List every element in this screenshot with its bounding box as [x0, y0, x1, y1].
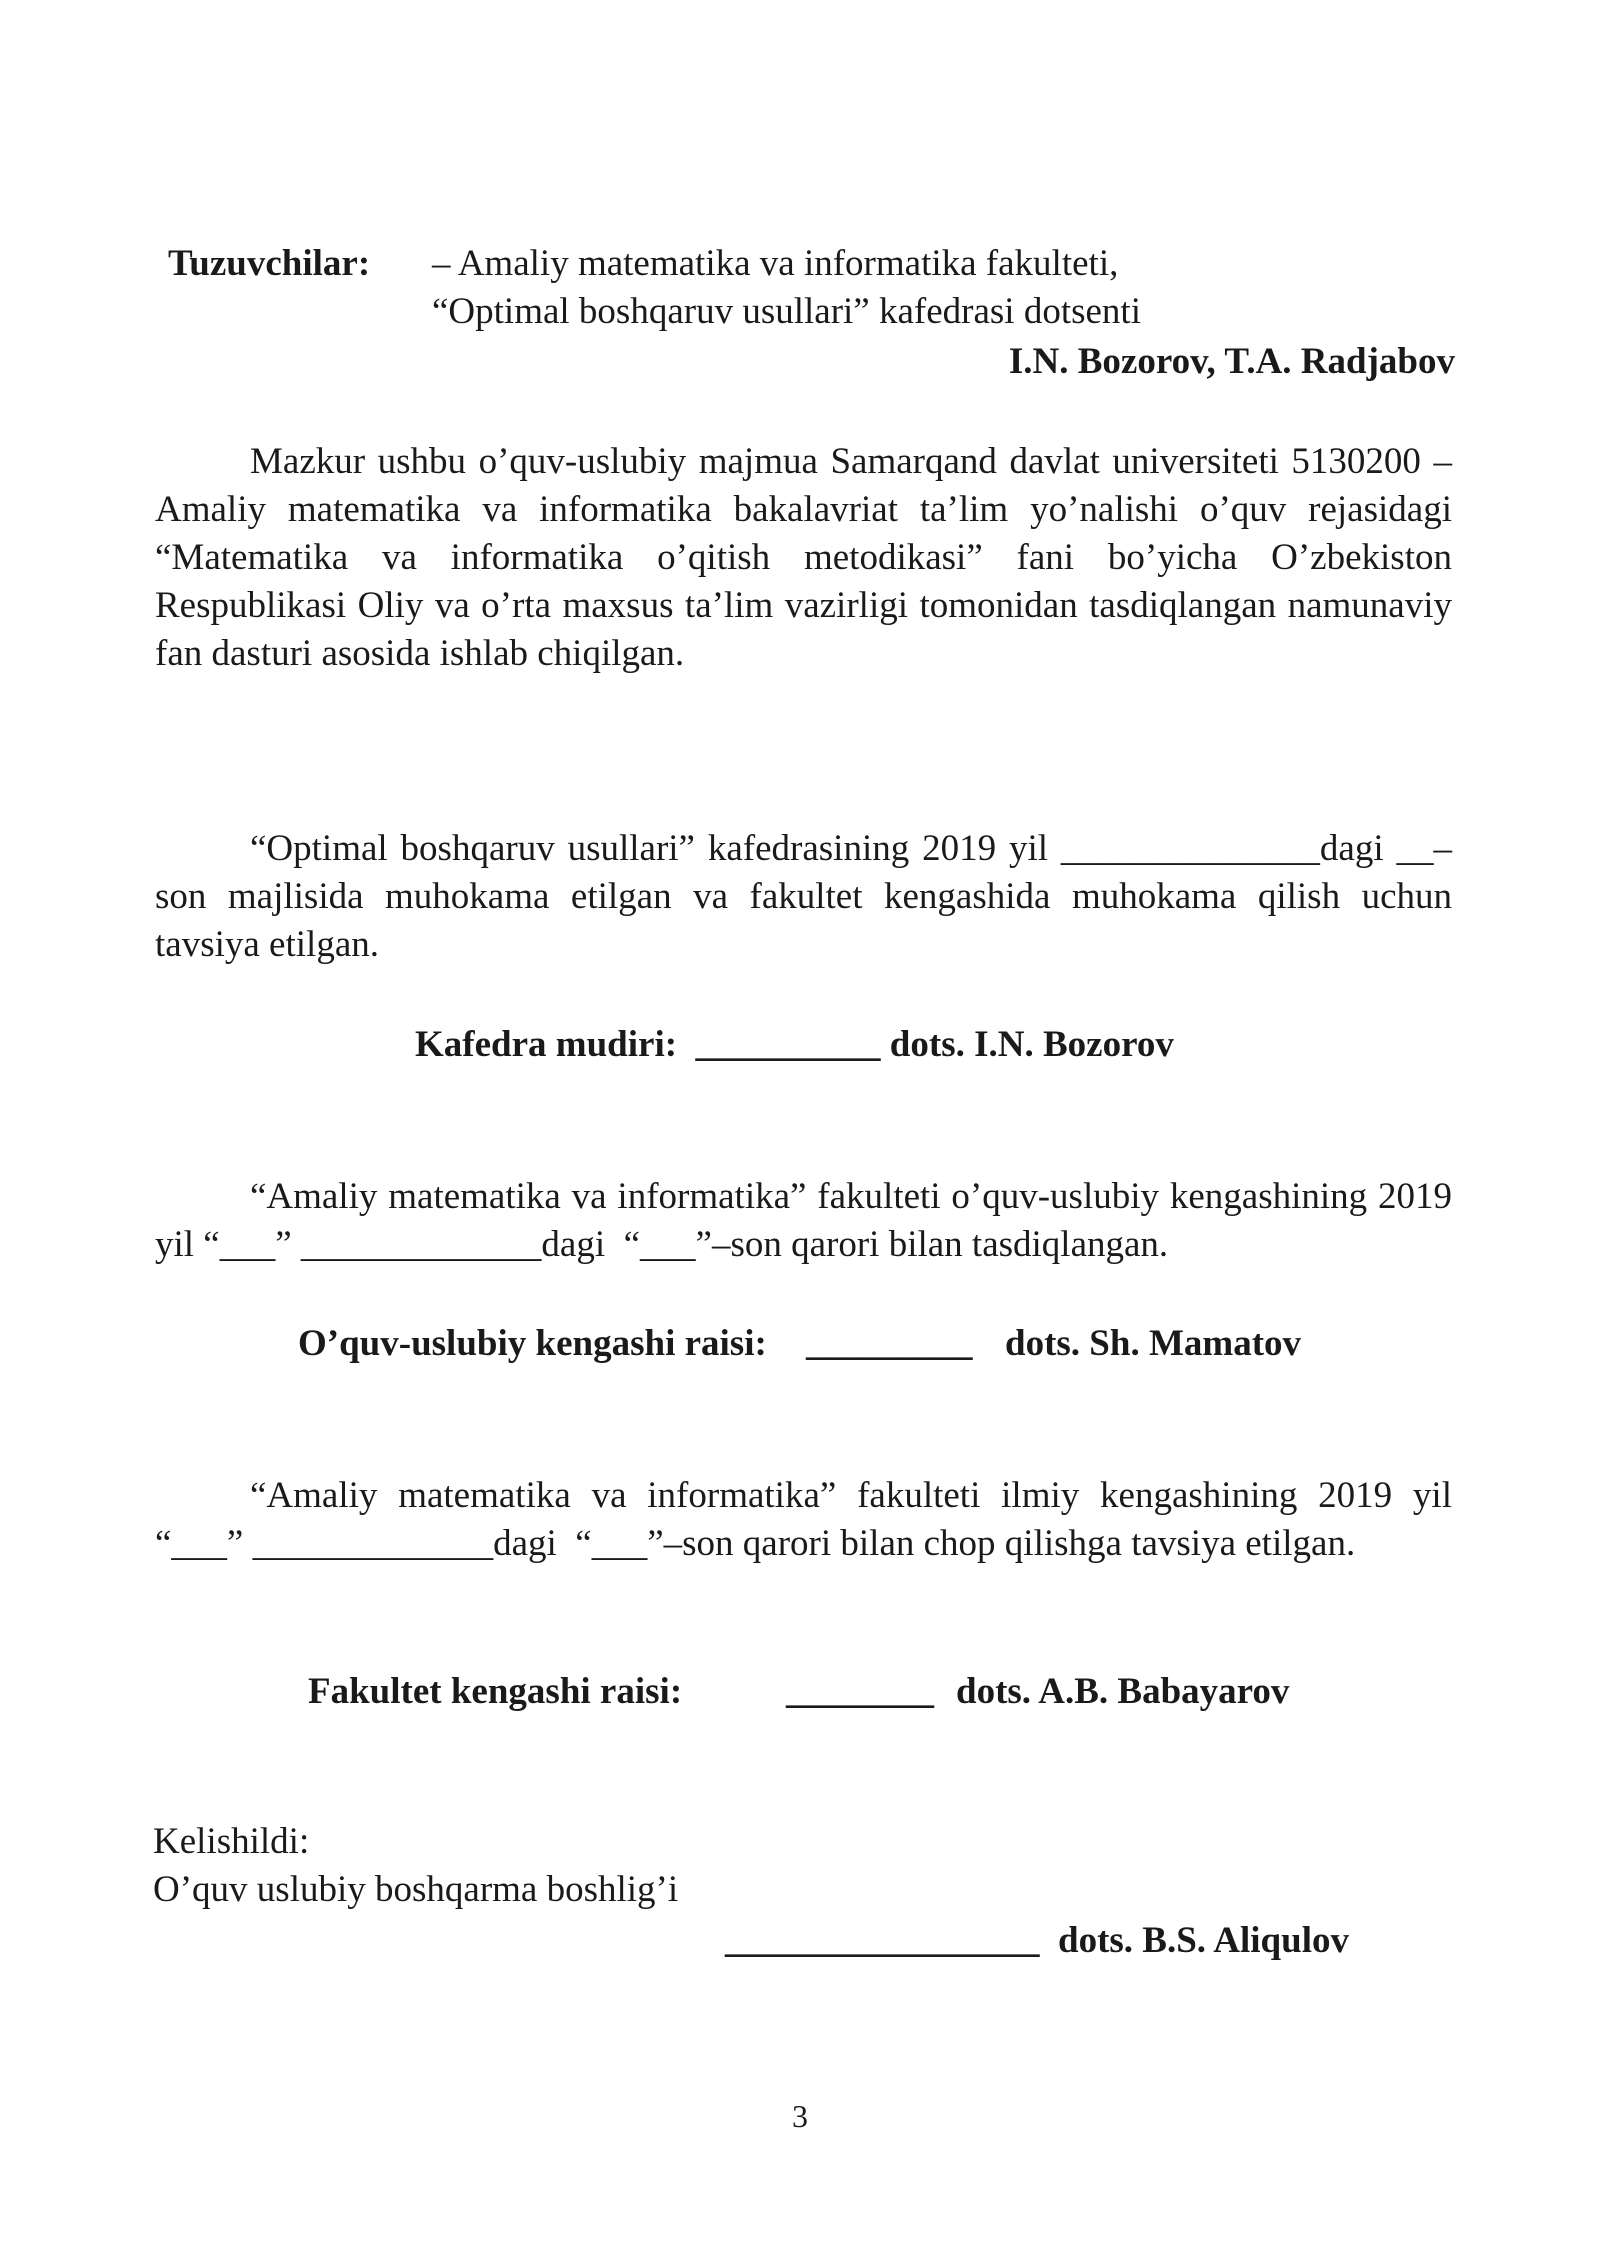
department-line: “Optimal boshqaruv usullari” kafedrasining 2019 yil ______________dagi __–	[250, 828, 1452, 869]
agreed-signature-line: _________________	[725, 1920, 1040, 1961]
department-paragraph	[155, 825, 1452, 969]
intro-line: fan dasturi asosida ishlab chiqilgan.	[155, 633, 685, 674]
faculty-council-chair-label: Fakultet kengashi raisi:	[308, 1671, 683, 1712]
intro-paragraph	[155, 438, 1452, 678]
agreed-position: O’quv uslubiy boshqarma boshlig’i	[153, 1869, 679, 1910]
authors-affiliation-line1: – Amaliy matematika va informatika fakulteti,	[432, 243, 1119, 284]
methodical-council-signature-line: _________	[806, 1323, 973, 1364]
methodical-council-chair-label: O’quv-uslubiy kengashi raisi:	[298, 1323, 767, 1364]
scientific-council-line: “___” _____________dagi “___”–son qarori bilan chop qilishga tavsiya etilgan.	[155, 1523, 1356, 1564]
authors-names: I.N. Bozorov, T.A. Radjabov	[1008, 341, 1455, 382]
authors-affiliation-line2: “Optimal boshqaruv usullari” kafedrasi dotsenti	[432, 291, 1141, 332]
faculty-council-chair-name: dots. A.B. Babayarov	[956, 1671, 1290, 1712]
scientific-council-paragraph	[155, 1472, 1452, 1568]
page-number: 3	[792, 2098, 808, 2134]
department-line: tavsiya etilgan.	[155, 924, 379, 965]
intro-line: Respublikasi Oliy va o’rta maxsus ta’lim vazirligi tomonidan tasdiqlangan namunaviy	[155, 585, 1452, 626]
scientific-council-line: “Amaliy matematika va informatika” fakulteti ilmiy kengashining 2019 yil	[250, 1475, 1452, 1516]
faculty-council-signature-line: ________	[786, 1671, 934, 1712]
intro-line: Amaliy matematika va informatika bakalavriat ta’lim yo’nalishi o’quv rejasidagi	[155, 489, 1452, 530]
department-line: son majlisida muhokama etilgan va fakultet kengashida muhokama qilish uchun	[155, 876, 1452, 917]
methodical-council-line: yil “___” _____________dagi “___”–son qarori bilan tasdiqlangan.	[155, 1224, 1169, 1265]
intro-line: Mazkur ushbu o’quv-uslubiy majmua Samarqand davlat universiteti 5130200 –	[250, 441, 1452, 482]
agreed-signer-name: dots. B.S. Aliqulov	[1058, 1920, 1349, 1961]
authors-label: Tuzuvchilar:	[168, 243, 371, 284]
agreed-label: Kelishildi:	[153, 1821, 310, 1862]
methodical-council-line: “Amaliy matematika va informatika” fakulteti o’quv-uslubiy kengashining 2019	[250, 1176, 1452, 1217]
intro-line: “Matematika va informatika o’qitish metodikasi” fani bo’yicha O’zbekiston	[155, 537, 1452, 578]
department-head-signature: Kafedra mudiri: __________ dots. I.N. Bozorov	[415, 1024, 1174, 1065]
methodical-council-paragraph	[155, 1173, 1452, 1269]
methodical-council-chair-name: dots. Sh. Mamatov	[1005, 1323, 1302, 1364]
